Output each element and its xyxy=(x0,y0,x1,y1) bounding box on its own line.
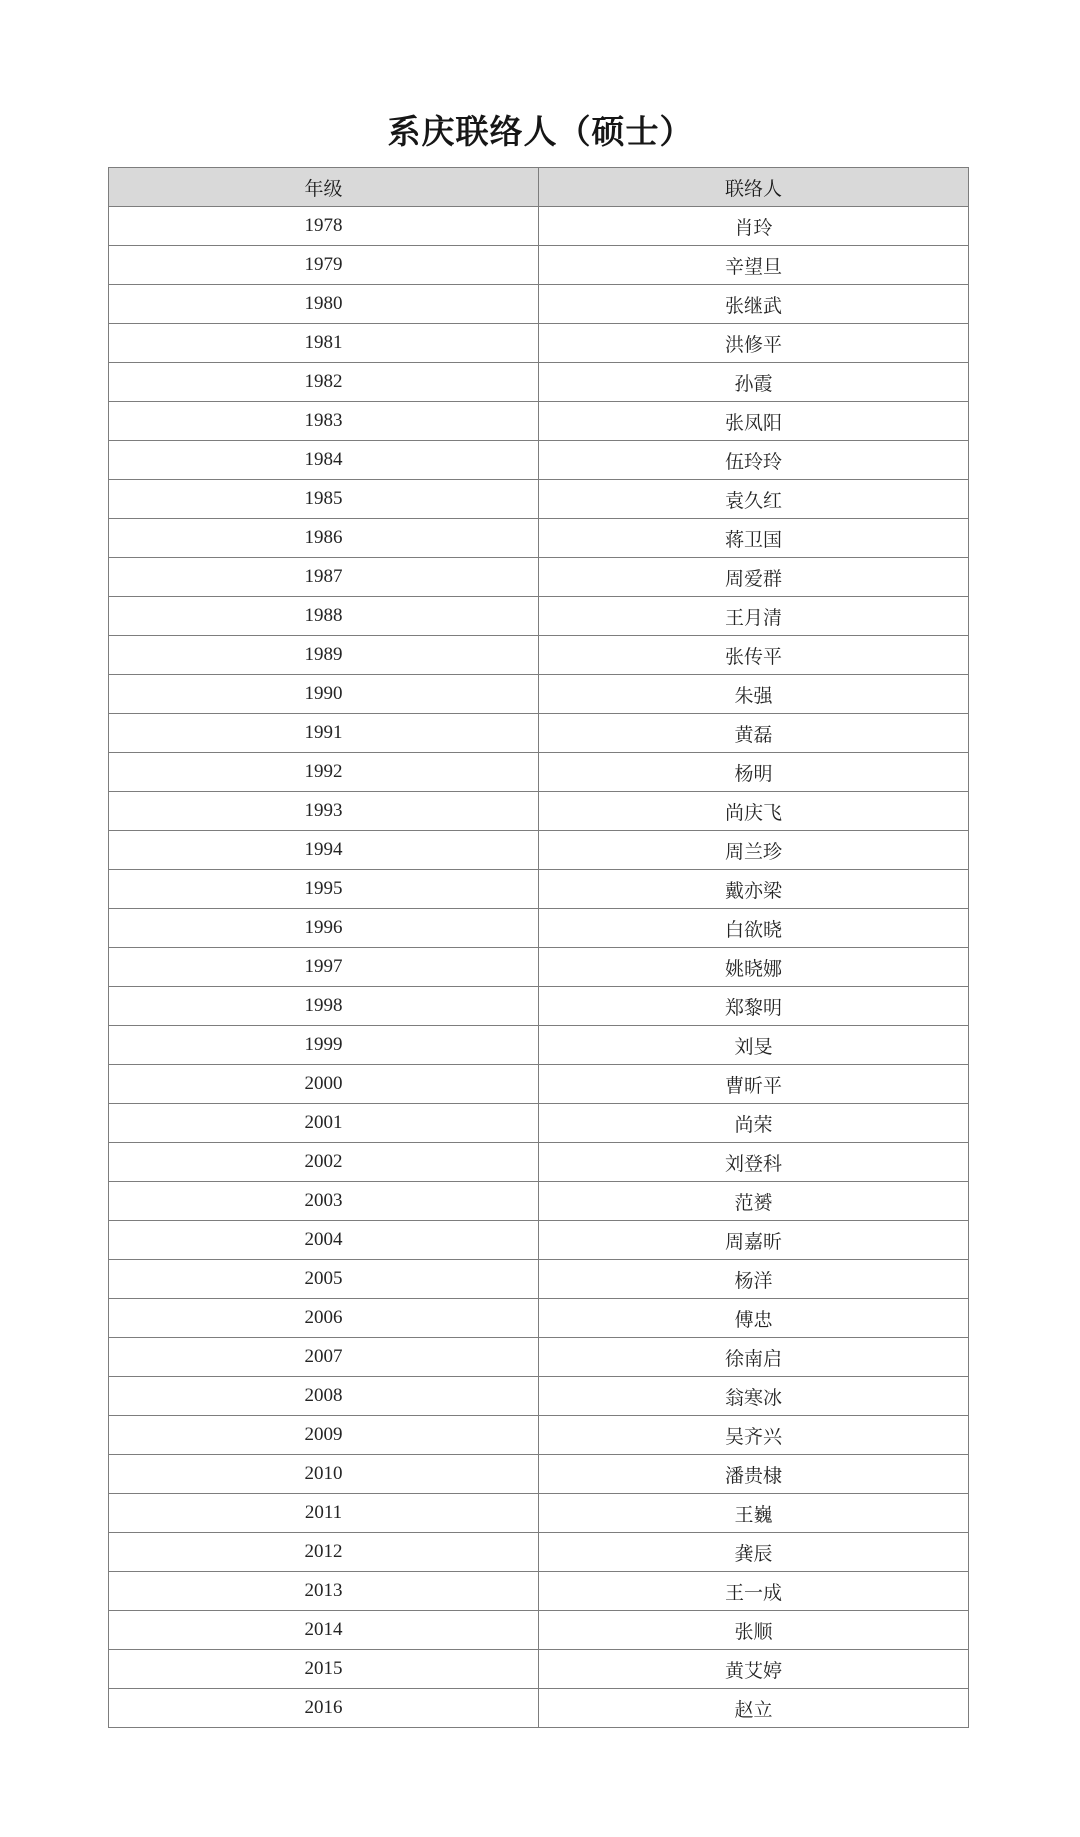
table-row xyxy=(109,480,969,519)
contact-cell: 王一成 xyxy=(539,1572,969,1611)
year-cell: 1992 xyxy=(109,753,539,792)
contact-cell: 翁寒冰 xyxy=(539,1377,969,1416)
year-cell: 2012 xyxy=(109,1533,539,1572)
year-cell: 1997 xyxy=(109,948,539,987)
contact-cell: 黄磊 xyxy=(539,714,969,753)
contact-cell: 龚辰 xyxy=(539,1533,969,1572)
column-header-year: 年级 xyxy=(109,168,539,207)
table-row xyxy=(109,1650,969,1689)
page-title: 系庆联络人（硕士） xyxy=(387,115,694,151)
table-row xyxy=(109,363,969,402)
table-row xyxy=(109,1377,969,1416)
contact-cell: 伍玲玲 xyxy=(539,441,969,480)
year-cell: 1990 xyxy=(109,675,539,714)
table-row xyxy=(109,1221,969,1260)
table-body xyxy=(109,207,969,1728)
year-cell: 2005 xyxy=(109,1260,539,1299)
table-row xyxy=(109,831,969,870)
contact-cell: 袁久红 xyxy=(539,480,969,519)
table-row xyxy=(109,558,969,597)
year-cell: 1998 xyxy=(109,987,539,1026)
year-cell: 2001 xyxy=(109,1104,539,1143)
year-cell: 2011 xyxy=(109,1494,539,1533)
table-row xyxy=(109,675,969,714)
year-cell: 1996 xyxy=(109,909,539,948)
table-row xyxy=(109,714,969,753)
contact-cell: 张凤阳 xyxy=(539,402,969,441)
table-row xyxy=(109,870,969,909)
table-row xyxy=(109,1299,969,1338)
year-cell: 2008 xyxy=(109,1377,539,1416)
table-row xyxy=(109,285,969,324)
year-cell: 2007 xyxy=(109,1338,539,1377)
table-row xyxy=(109,1455,969,1494)
contact-cell: 辛望旦 xyxy=(539,246,969,285)
contact-cell: 洪修平 xyxy=(539,324,969,363)
table-row xyxy=(109,246,969,285)
contact-cell: 张传平 xyxy=(539,636,969,675)
contact-cell: 杨明 xyxy=(539,753,969,792)
table-row xyxy=(109,1338,969,1377)
year-cell: 2010 xyxy=(109,1455,539,1494)
contact-cell: 尚庆飞 xyxy=(539,792,969,831)
table-row xyxy=(109,324,969,363)
table-row xyxy=(109,1065,969,1104)
year-cell: 2013 xyxy=(109,1572,539,1611)
year-cell: 1999 xyxy=(109,1026,539,1065)
table-header-row xyxy=(109,168,969,207)
contact-cell: 白欲晓 xyxy=(539,909,969,948)
year-cell: 1985 xyxy=(109,480,539,519)
contact-cell: 傅忠 xyxy=(539,1299,969,1338)
table-row xyxy=(109,1104,969,1143)
contact-cell: 王月清 xyxy=(539,597,969,636)
contact-cell: 刘登科 xyxy=(539,1143,969,1182)
year-cell: 1993 xyxy=(109,792,539,831)
year-cell: 1981 xyxy=(109,324,539,363)
year-cell: 1978 xyxy=(109,207,539,246)
table-row xyxy=(109,1182,969,1221)
year-cell: 1991 xyxy=(109,714,539,753)
contact-cell: 孙霞 xyxy=(539,363,969,402)
contact-cell: 肖玲 xyxy=(539,207,969,246)
contact-cell: 张继武 xyxy=(539,285,969,324)
table-row xyxy=(109,1416,969,1455)
table-row xyxy=(109,207,969,246)
year-cell: 2002 xyxy=(109,1143,539,1182)
table-row xyxy=(109,987,969,1026)
table-row xyxy=(109,1689,969,1728)
year-cell: 1979 xyxy=(109,246,539,285)
year-cell: 2016 xyxy=(109,1689,539,1728)
contact-cell: 吴齐兴 xyxy=(539,1416,969,1455)
contact-cell: 郑黎明 xyxy=(539,987,969,1026)
table-row xyxy=(109,441,969,480)
table-row xyxy=(109,519,969,558)
contact-cell: 周爱群 xyxy=(539,558,969,597)
year-cell: 1989 xyxy=(109,636,539,675)
table-row xyxy=(109,402,969,441)
contacts-table xyxy=(108,167,969,1728)
contact-cell: 徐南启 xyxy=(539,1338,969,1377)
year-cell: 2014 xyxy=(109,1611,539,1650)
contact-cell: 潘贵棣 xyxy=(539,1455,969,1494)
contact-cell: 尚荣 xyxy=(539,1104,969,1143)
contact-cell: 周兰珍 xyxy=(539,831,969,870)
year-cell: 2000 xyxy=(109,1065,539,1104)
year-cell: 1984 xyxy=(109,441,539,480)
column-header-contact: 联络人 xyxy=(539,168,969,207)
table-row xyxy=(109,1026,969,1065)
year-cell: 1986 xyxy=(109,519,539,558)
year-cell: 1987 xyxy=(109,558,539,597)
table-row xyxy=(109,1572,969,1611)
table-row xyxy=(109,909,969,948)
year-cell: 1982 xyxy=(109,363,539,402)
year-cell: 1995 xyxy=(109,870,539,909)
table-row xyxy=(109,753,969,792)
contact-cell: 曹昕平 xyxy=(539,1065,969,1104)
contact-cell: 杨洋 xyxy=(539,1260,969,1299)
contact-cell: 范赟 xyxy=(539,1182,969,1221)
table-row xyxy=(109,948,969,987)
contact-cell: 姚晓娜 xyxy=(539,948,969,987)
table-row xyxy=(109,636,969,675)
year-cell: 2009 xyxy=(109,1416,539,1455)
contact-cell: 王巍 xyxy=(539,1494,969,1533)
table-row xyxy=(109,1533,969,1572)
table-row xyxy=(109,1260,969,1299)
year-cell: 1994 xyxy=(109,831,539,870)
year-cell: 2015 xyxy=(109,1650,539,1689)
year-cell: 1980 xyxy=(109,285,539,324)
table-row xyxy=(109,597,969,636)
contact-cell: 朱强 xyxy=(539,675,969,714)
contact-cell: 黄艾婷 xyxy=(539,1650,969,1689)
table-row xyxy=(109,1143,969,1182)
year-cell: 2004 xyxy=(109,1221,539,1260)
contact-cell: 蒋卫国 xyxy=(539,519,969,558)
contact-cell: 周嘉昕 xyxy=(539,1221,969,1260)
table-row xyxy=(109,1494,969,1533)
year-cell: 1988 xyxy=(109,597,539,636)
year-cell: 2003 xyxy=(109,1182,539,1221)
contact-cell: 戴亦梁 xyxy=(539,870,969,909)
contact-cell: 赵立 xyxy=(539,1689,969,1728)
table-row xyxy=(109,792,969,831)
year-cell: 1983 xyxy=(109,402,539,441)
contact-cell: 张顺 xyxy=(539,1611,969,1650)
table-row xyxy=(109,1611,969,1650)
year-cell: 2006 xyxy=(109,1299,539,1338)
contact-cell: 刘旻 xyxy=(539,1026,969,1065)
